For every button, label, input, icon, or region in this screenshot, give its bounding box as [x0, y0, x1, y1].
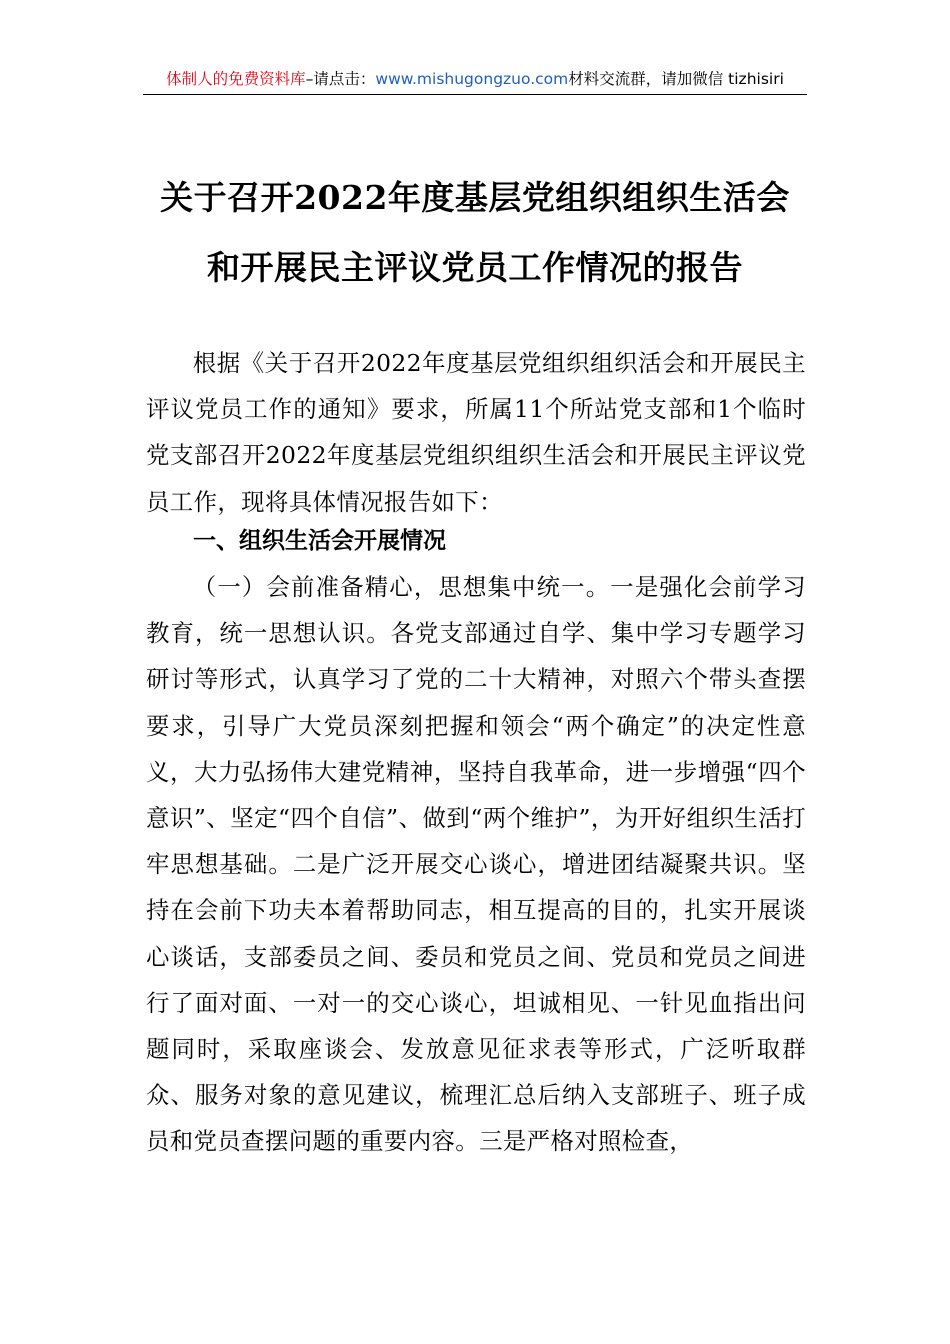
section-heading-1: 一、组织生活会开展情况 [193, 528, 446, 554]
header-suffix: 材料交流群，请加微信 tizhisiri [568, 70, 784, 88]
document-title-line-1: 关于召开2022年度基层党组织组织生活会 [160, 178, 790, 217]
header-brand: 体制人的免费资料库 [166, 70, 306, 88]
document-title-line-2: 和开展民主评议党员工作情况的报告 [207, 248, 743, 287]
section-1-paragraph-1: （一）会前准备精心，思想集中统一。一是强化会前学习教育，统一思想认识。各党支部通过自学、集中学习专题学习研讨等形式，认真学习了党的二十大精神，对照六个带头查摆要求，引导广大党员深刻把握和领会“两个确定”的决定性意义，大力弘扬伟大建党精神，坚持自我革命，进一步增强“四个意识”、坚定“四个自信”、做到“两个维护”，为开好组织生活打牢思想基础。二是广泛开展交心谈心，增进团结凝聚共识。坚持在会前下功夫本着帮助同志，相互提高的目的，扎实开展谈心谈话，支部委员之间、委员和党员之间、党员和党员之间进行了面对面、一对一的交心谈心，坦诚相见、一针见血指出问题同时，采取座谈会、发放意见征求表等形式，广泛听取群众、服务对象的意见建议，梳理汇总后纳入支部班子、班子成员和党员查摆问题的重要内容。三是严格对照检查， [146, 573, 806, 1156]
header-link[interactable]: www.mishugongzuo.com [375, 70, 569, 88]
header-prompt: –请点击： [305, 70, 376, 88]
page-header [143, 68, 807, 95]
intro-paragraph: 根据《关于召开2022年度基层党组织组织活会和开展民主评议党员工作的通知》要求，所属11个所站党支部和1个临时党支部召开2022年度基层党组织组织生活会和开展民主评议党员工作，现将具体情况报告如下： [146, 349, 806, 516]
